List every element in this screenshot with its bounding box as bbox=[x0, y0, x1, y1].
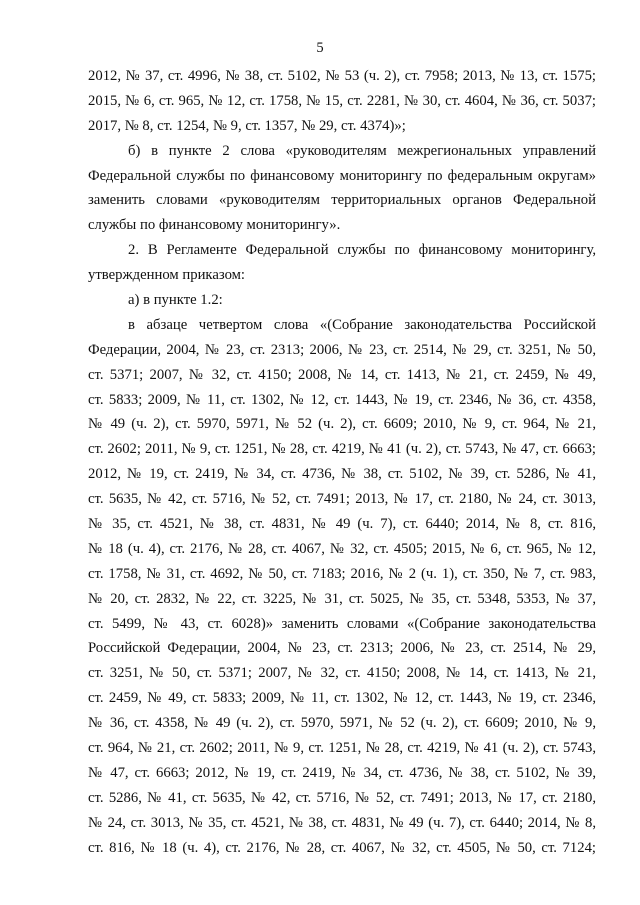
text-line: Российской Федерации, 2004, № 23, ст. 2313; 2006, № 23, ст. 2514, № 29, bbox=[88, 640, 596, 657]
text-line: Федеральной службы по финансовому мониторингу по федеральным округам» bbox=[88, 167, 596, 184]
text-line: ст. 5833; 2009, № 11, ст. 1302, № 12, ст. 1443, № 19, ст. 2346, № 36, ст. 4358, bbox=[88, 391, 596, 408]
text-line: а) в пункте 1.2: bbox=[128, 292, 223, 309]
text-line: № 20, ст. 2832, № 22, ст. 3225, № 31, ст. 5025, № 35, ст. 5348, 5353, № 37, bbox=[88, 590, 596, 607]
text-line: ст. 2602; 2011, № 9, ст. 1251, № 28, ст. 4219, № 41 (ч. 2), ст. 5743, № 47, ст. 6663; bbox=[88, 441, 596, 458]
text-line: 2015, № 6, ст. 965, № 12, ст. 1758, № 15, ст. 2281, № 30, ст. 4604, № 36, ст. 5037; bbox=[88, 92, 596, 109]
text-line: ст. 964, № 21, ст. 2602; 2011, № 9, ст. 1251, № 28, ст. 4219, № 41 (ч. 2), ст. 5743, bbox=[88, 740, 596, 757]
document-body bbox=[88, 64, 596, 861]
text-line: № 47, ст. 6663; 2012, № 19, ст. 2419, № 34, ст. 4736, № 38, ст. 5102, № 39, bbox=[88, 764, 596, 781]
page-number: 5 bbox=[316, 40, 324, 56]
text-line: службы по финансовому мониторингу». bbox=[88, 217, 341, 234]
text-line: заменить словами «руководителям территориальных органов Федеральной bbox=[88, 192, 596, 209]
text-line: утвержденном приказом: bbox=[88, 267, 246, 284]
text-line: ст. 2459, № 49, ст. 5833; 2009, № 11, ст. 1302, № 12, ст. 1443, № 19, ст. 2346, bbox=[88, 690, 596, 707]
text-line: № 24, ст. 3013, № 35, ст. 4521, № 38, ст. 4831, № 49 (ч. 7), ст. 6440; 2014, № 8, bbox=[88, 814, 596, 831]
text-line: № 18 (ч. 4), ст. 2176, № 28, ст. 4067, № 32, ст. 4505; 2015, № 6, ст. 965, № 12, bbox=[88, 540, 596, 557]
text-line: б) в пункте 2 слова «руководителям межрегиональных управлений bbox=[128, 142, 596, 159]
text-line: 2. В Регламенте Федеральной службы по финансовому мониторингу, bbox=[128, 242, 596, 259]
text-line: 2012, № 37, ст. 4996, № 38, ст. 5102, № 53 (ч. 2), ст. 7958; 2013, № 13, ст. 1575; bbox=[88, 68, 596, 84]
text-line: ст. 3251, № 50, ст. 5371; 2007, № 32, ст. 4150; 2008, № 14, ст. 1413, № 21, bbox=[88, 665, 596, 682]
text-line: ст. 5635, № 42, ст. 5716, № 52, ст. 7491; 2013, № 17, ст. 2180, № 24, ст. 3013, bbox=[88, 491, 596, 508]
text-line: № 36, ст. 4358, № 49 (ч. 2), ст. 5970, 5971, № 52 (ч. 2), ст. 6609; 2010, № 9, bbox=[88, 715, 596, 732]
text-line: № 49 (ч. 2), ст. 5970, 5971, № 52 (ч. 2), ст. 6609; 2010, № 9, ст. 964, № 21, bbox=[88, 416, 596, 433]
text-line: в абзаце четвертом слова «(Собрание законодательства Российской bbox=[128, 316, 596, 333]
text-line: ст. 5286, № 41, ст. 5635, № 42, ст. 5716, № 52, ст. 7491; 2013, № 17, ст. 2180, bbox=[88, 789, 596, 806]
text-line: ст. 1758, № 31, ст. 4692, № 50, ст. 7183; 2016, № 2 (ч. 1), ст. 350, № 7, ст. 983, bbox=[88, 565, 596, 582]
text-line: № 35, ст. 4521, № 38, ст. 4831, № 49 (ч. 7), ст. 6440; 2014, № 8, ст. 816, bbox=[88, 516, 596, 533]
text-line: ст. 5499, № 43, ст. 6028)» заменить словами «(Собрание законодательства bbox=[88, 615, 596, 632]
text-line: ст. 816, № 18 (ч. 4), ст. 2176, № 28, ст. 4067, № 32, ст. 4505, № 50, ст. 7124; bbox=[88, 839, 596, 856]
text-line: Федерации, 2004, № 23, ст. 2313; 2006, № 23, ст. 2514, № 29, ст. 3251, № 50, bbox=[88, 341, 596, 358]
text-line: ст. 5371; 2007, № 32, ст. 4150; 2008, № 14, ст. 1413, № 21, ст. 2459, № 49, bbox=[88, 366, 596, 383]
text-line: 2012, № 19, ст. 2419, № 34, ст. 4736, № 38, ст. 5102, № 39, ст. 5286, № 41, bbox=[88, 466, 596, 483]
text-line: 2017, № 8, ст. 1254, № 9, ст. 1357, № 29, ст. 4374)»; bbox=[88, 117, 406, 134]
